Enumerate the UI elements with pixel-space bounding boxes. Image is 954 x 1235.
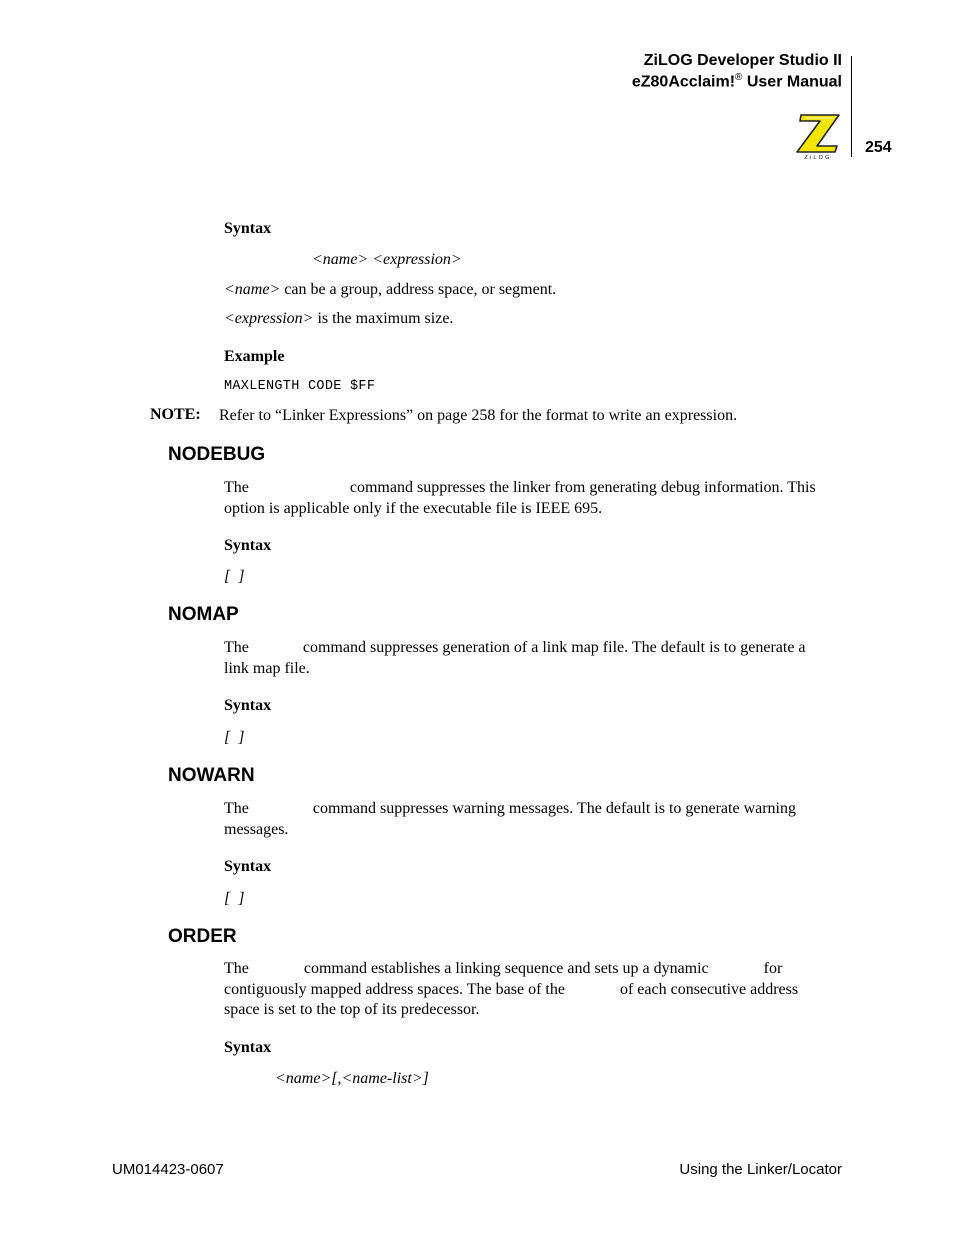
maxlength-desc-expression: [224, 309, 453, 330]
nomap-line1-text: command suppresses generation of a link map file. The default is to generate a: [302, 639, 806, 656]
maxlength-example-code: MAXLENGTH CODE $FF: [224, 379, 376, 394]
desc-name-param: <name>: [224, 281, 281, 298]
maxlength-syntax-label: Syntax: [224, 220, 272, 237]
desc-expression-param: <expression>: [224, 310, 314, 327]
header-title-line2: [632, 72, 842, 91]
product-name: eZ80Acclaim!: [631, 73, 736, 91]
manual-label: User Manual: [742, 73, 842, 91]
nodebug-description: [224, 478, 844, 519]
maxlength-example-label: Example: [224, 348, 285, 365]
note-text: Refer to “Linker Expressions” on page 258 for the format to write an expression.: [219, 407, 738, 424]
nomap-line1: [224, 638, 844, 659]
page-number: 254: [865, 139, 892, 156]
syntax-expression-param: <expression>: [372, 251, 462, 268]
logo-text: ZiLOG: [804, 155, 832, 160]
order-line2-text: contiguously mapped address spaces. The base of the: [224, 980, 565, 998]
maxlength-syntax: [312, 250, 462, 271]
nomap-syntax-label: Syntax: [224, 697, 272, 714]
nodebug-line1-text: command suppresses the linker from generating debug information. This: [349, 479, 816, 496]
order-line3: space is set to the top of its predecessor.: [224, 1001, 480, 1018]
order-syntax: <name>[,<name-list>]: [275, 1070, 429, 1087]
order-line1-end: for: [763, 960, 783, 977]
nodebug-the: The: [224, 479, 249, 496]
nomap-description: [224, 638, 844, 679]
nodebug-syntax-label: Syntax: [224, 537, 272, 554]
order-the: The: [224, 960, 249, 977]
nowarn-line2: messages.: [224, 820, 289, 838]
section-title-nodebug: NODEBUG: [168, 444, 266, 465]
header-title-line1: ZiLOG Developer Studio II: [643, 52, 842, 69]
nodebug-line1: [224, 478, 844, 499]
zilog-logo: [795, 112, 843, 160]
footer-section: Using the Linker/Locator: [679, 1161, 842, 1178]
maxlength-desc-name: [224, 280, 556, 301]
order-line2: [224, 980, 844, 1001]
order-line1: [224, 959, 844, 980]
nomap-the: The: [224, 639, 249, 656]
order-syntax-label: Syntax: [224, 1039, 272, 1056]
nowarn-line1-text: command suppresses warning messages. The default is to generate warning: [312, 800, 796, 817]
registered-mark: ®: [735, 72, 743, 83]
desc-name-text: can be a group, address space, or segment.: [280, 281, 557, 298]
nowarn-syntax-label: Syntax: [224, 858, 272, 875]
order-line1-text: command establishes a linking sequence and sets up a dynamic: [303, 960, 709, 977]
nomap-syntax: [ ]: [224, 729, 245, 746]
header-divider: [851, 56, 852, 157]
section-title-nowarn: NOWARN: [168, 765, 255, 786]
nowarn-description: [224, 799, 844, 840]
footer-doc-id: UM014423-0607: [112, 1161, 224, 1178]
desc-expression-text: is the maximum size.: [313, 310, 454, 327]
nowarn-the: The: [224, 800, 249, 817]
nowarn-syntax: [ ]: [224, 890, 245, 907]
syntax-name-param: <name>: [312, 251, 369, 268]
note-label: NOTE:: [150, 406, 201, 423]
order-line2-end: of each consecutive address: [619, 980, 799, 998]
nodebug-syntax: [ ]: [224, 568, 245, 585]
section-title-nomap: NOMAP: [168, 604, 239, 625]
section-title-order: ORDER: [168, 926, 237, 947]
order-description: [224, 959, 844, 1021]
zilog-logo-icon: [795, 112, 843, 160]
nowarn-line1: [224, 799, 844, 820]
nomap-line2: link map file.: [224, 659, 310, 677]
nodebug-line2: option is applicable only if the executable file is IEEE 695.: [224, 499, 603, 517]
